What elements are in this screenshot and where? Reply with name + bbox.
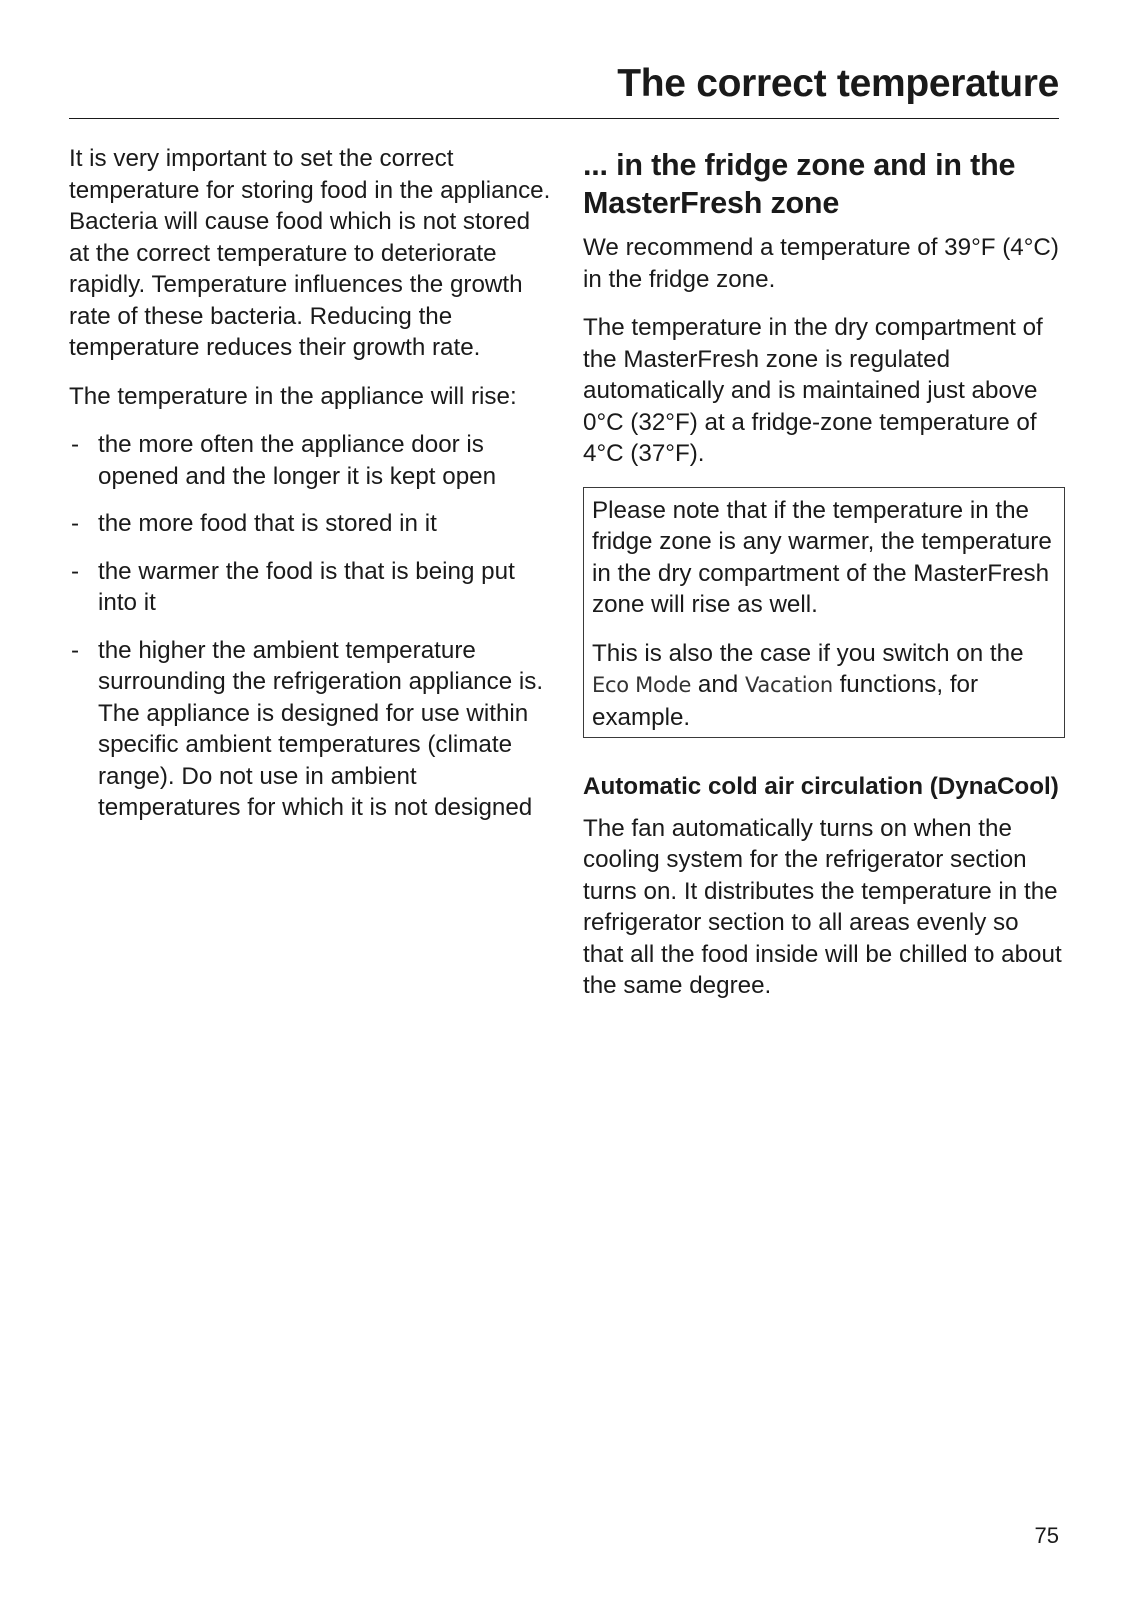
- note-modes-text-end: functions, for example.: [592, 671, 979, 731]
- bullet-dash: -: [71, 557, 80, 585]
- bullet-dash: -: [71, 636, 80, 664]
- list-item-text: the higher the ambient temperature surrounding the refrigeration appliance is. The appliance is designed for use within specific ambient temperatures (climate range). Do not use in ambient temperatures for which it is not designed: [98, 636, 544, 821]
- list-item: [69, 508, 551, 540]
- page-title: The correct temperature: [617, 62, 1059, 105]
- note-modes-text-start: This is also the case if you switch on the: [592, 639, 1024, 667]
- left-column: [69, 143, 551, 840]
- list-item: [69, 556, 551, 619]
- rise-factors-list: [69, 429, 551, 824]
- right-column: [583, 143, 1065, 1019]
- dynacool-heading: Automatic cold air circulation (DynaCool): [583, 773, 1059, 800]
- note-modes-paragraph: [592, 638, 1058, 734]
- page-number: 75: [1034, 1523, 1059, 1548]
- rise-intro-paragraph: The temperature in the appliance will rise:: [69, 382, 517, 410]
- note-paragraph: Please note that if the temperature in the fridge zone is any warmer, the temperature in the dry compartment of the MasterFresh zone will rise as well.: [592, 496, 1052, 618]
- intro-paragraph: It is very important to set the correct temperature for storing food in the appliance. Bacteria will cause food which is not stored at the correct temperature to deteriorate rapidly. Temperature influences the growth rate of these bacteria. Reducing the temperature reduces their growth rate.: [69, 145, 551, 361]
- dry-compartment-paragraph: The temperature in the dry compartment of the MasterFresh zone is regulated automatically and is maintained just above 0°C (32°F) at a fridge-zone temperature of 4°C (37°F).: [583, 314, 1043, 467]
- note-box: [583, 487, 1065, 739]
- dynacool-paragraph: The fan automatically turns on when the cooling system for the refrigerator section turns on. It distributes the temperature in the refrigerator section to all areas evenly so that all the food inside will be chilled to about the same degree.: [583, 814, 1062, 999]
- eco-mode-term: Eco Mode: [592, 673, 692, 697]
- list-item-text: the warmer the food is that is being put into it: [98, 557, 515, 616]
- note-modes-text-and: and: [697, 671, 739, 698]
- fridge-zone-heading: ... in the fridge zone and in the MasterFresh zone: [583, 148, 1016, 220]
- bullet-dash: -: [71, 510, 80, 537]
- bullet-dash: -: [71, 431, 80, 458]
- list-item-text: the more often the appliance door is opened and the longer it is kept open: [98, 431, 497, 490]
- vacation-term: Vacation: [744, 673, 833, 697]
- recommend-paragraph: We recommend a temperature of 39°F (4°C) in the fridge zone.: [583, 234, 1059, 293]
- list-item: [69, 429, 551, 492]
- list-item: [69, 635, 551, 824]
- list-item-text: the more food that is stored in it: [98, 510, 437, 537]
- title-divider: [69, 118, 1059, 119]
